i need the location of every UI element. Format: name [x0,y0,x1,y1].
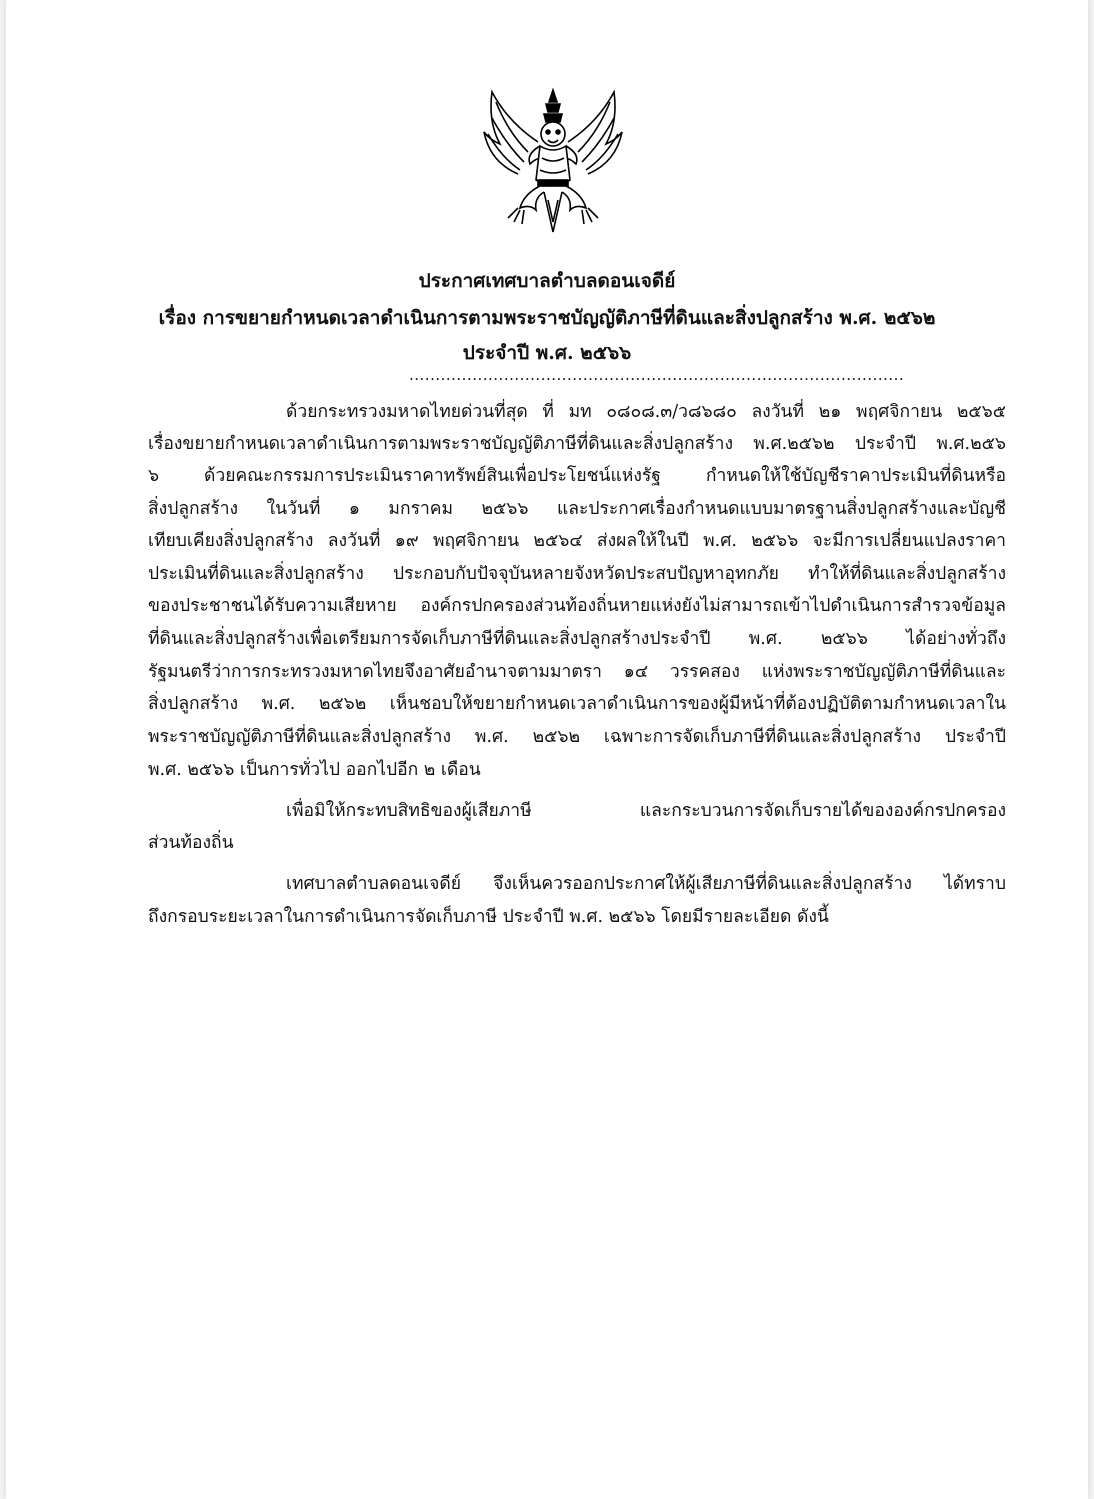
paragraph-1-line: ๖ ด้วยคณะกรรมการประเมินราคาทรัพย์สินเพื่อประโยชน์แห่งรัฐ กำหนดให้ใช้บัญชีราคาประเมินที่ดินหรือ [148,466,1006,486]
title-line-1: ประกาศเทศบาลตำบลดอนเจดีย์ [418,270,676,292]
paragraph-2-line: เพื่อมิให้กระทบสิทธิของผู้เสียภาษี และกระบวนการจัดเก็บรายได้ขององค์กรปกครอง [286,801,1006,821]
paragraph-1-line: สิ่งปลูกสร้าง ในวันที่ ๑ มกราคม ๒๕๖๖ และประกาศเรื่องกำหนดแบบมาตรฐานสิ่งปลูกสร้างและบัญชี [148,499,1006,519]
title-line-3: ประจำปี พ.ศ. ๒๕๖๖ [462,342,632,364]
document-page [6,0,1088,1499]
paragraph-1-line: ด้วยกระทรวงมหาดไทยด่วนที่สุด ที่ มท ๐๘๐๘.๓/ว๘๖๘๐ ลงวันที่ ๒๑ พฤศจิกายน ๒๕๖๕ [286,402,1006,422]
paragraph-1-line: ที่ดินและสิ่งปลูกสร้างเพื่อเตรียมการจัดเก็บภาษีที่ดินและสิ่งปลูกสร้างประจำปี พ.ศ. ๒๕๖๖ ได้อย่างทั่วถึง [148,629,1006,649]
separator-dots: .............................................................................................. [409,366,905,384]
paragraph-1-line: พระราชบัญญัติภาษีที่ดินและสิ่งปลูกสร้าง พ.ศ. ๒๕๖๒ เฉพาะการจัดเก็บภาษีที่ดินและสิ่งปลูกสร้าง ประจำปี [148,727,1006,747]
paragraph-1-line: รัฐมนตรีว่าการกระทรวงมหาดไทยจึงอาศัยอำนาจตามมาตรา ๑๔ วรรคสอง แห่งพระราชบัญญัติภาษีที่ดินและ [148,662,1006,682]
paragraph-1-line: ของประชาชนได้รับความเสียหาย องค์กรปกครองส่วนท้องถิ่นหายแห่งยังไม่สามารถเข้าไปดำเนินการสำรวจข้อมูล [148,596,1006,616]
title-line-2: เรื่อง การขยายกำหนดเวลาดำเนินการตามพระราชบัญญัติภาษีที่ดินและสิ่งปลูกสร้าง พ.ศ. ๒๕๖๒ [158,307,936,329]
paragraph-1-line: เทียบเคียงสิ่งปลูกสร้าง ลงวันที่ ๑๙ พฤศจิกายน ๒๕๖๔ ส่งผลให้ในปี พ.ศ. ๒๕๖๖ จะมีการเปลี่ยนแปลงราคา [148,531,1006,551]
paragraph-1-line: สิ่งปลูกสร้าง พ.ศ. ๒๕๖๒ เห็นชอบให้ขยายกำหนดเวลาดำเนินการของผู้มีหน้าที่ต้องปฏิบัติตามกำหนดเวลาใน [148,694,1006,714]
garuda-emblem-icon [478,82,628,237]
paragraph-2-line: ส่วนท้องถิ่น [148,833,234,853]
paragraph-3-line: ถึงกรอบระยะเวลาในการดำเนินการจัดเก็บภาษี ประจำปี พ.ศ. ๒๕๖๖ โดยมีรายละเอียด ดังนี้ [148,907,829,927]
paragraph-1-line: พ.ศ. ๒๕๖๖ เป็นการทั่วไป ออกไปอีก ๒ เดือน [148,760,481,780]
paragraph-1-line: ประเมินที่ดินและสิ่งปลูกสร้าง ประกอบกับปัจจุบันหลายจังหวัดประสบปัญหาอุทกภัย ทำให้ที่ดินและสิ่งปลูกสร้าง [148,564,1006,584]
paragraph-1-line: เรื่องขยายกำหนดเวลาดำเนินการตามพระราชบัญญัติภาษีที่ดินและสิ่งปลูกสร้าง พ.ศ.๒๕๖๒ ประจำปี พ.ศ.๒๕๖ [148,434,1006,454]
paragraph-3-line: เทศบาลตำบลดอนเจดีย์ จึงเห็นควรออกประกาศให้ผู้เสียภาษีที่ดินและสิ่งปลูกสร้าง ได้ทราบ [286,874,1006,894]
